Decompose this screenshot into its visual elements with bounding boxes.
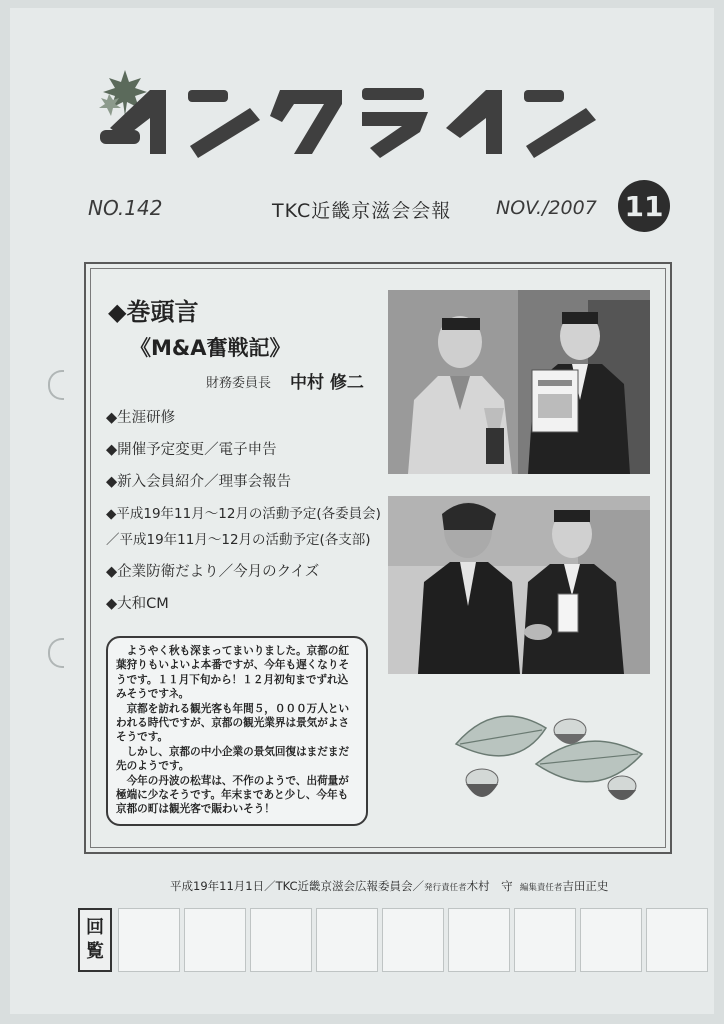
stamp-box <box>646 908 708 972</box>
author-role: 財務委員長 <box>206 376 272 391</box>
stamp-box <box>514 908 576 972</box>
toc-item: ◆新入会員紹介／理事会報告 <box>106 474 292 490</box>
publication-text: 平成19年11月1日／TKC近畿京滋会広報委員会／ <box>170 879 425 893</box>
publication-info <box>170 878 608 894</box>
month-badge: 11 <box>618 180 670 232</box>
masthead-logo <box>80 68 680 168</box>
stamp-box <box>448 908 510 972</box>
message-paragraph: 京都を訪れる観光客も年間５，０００万人といわれる時代ですが、京都の観光業界は景気がよさそうです。 <box>116 702 350 744</box>
circulation-label <box>78 908 112 972</box>
stamp-box <box>184 908 246 972</box>
toc-item: ◆開催予定変更／電子申告 <box>106 442 277 458</box>
publisher-name: 木村 守 <box>466 879 513 893</box>
stamp-box <box>316 908 378 972</box>
contents-frame <box>84 262 672 854</box>
punch-hole <box>48 638 64 668</box>
stamp-box <box>250 908 312 972</box>
autumn-leaves-illustration <box>446 704 646 818</box>
section-title: ◆巻頭言 <box>108 298 199 326</box>
issue-date: NOV./2007 <box>496 197 597 219</box>
stamp-box <box>118 908 180 972</box>
message-paragraph: ようやく秋も深まってまいりました。京都の紅葉狩りもいよいよ本番ですが、今年も遅くなりそうです。１１月下旬から！１２月初旬までずれ込みそうですネ。 <box>116 645 350 701</box>
circulation-label-bottom: 覧 <box>86 941 104 962</box>
author-name: 中村 修二 <box>290 373 364 393</box>
toc-item: ◆平成19年11月～12月の活動予定(各委員会) <box>106 506 381 522</box>
toc-item: ／平成19年11月～12月の活動予定(各支部) <box>106 532 371 548</box>
toc-item: ◆大和CM <box>106 596 169 612</box>
editor-name: 吉田正史 <box>562 879 609 893</box>
handshake-photo <box>388 496 650 674</box>
circulation-label-top: 回 <box>86 917 104 938</box>
message-paragraph: しかし、京都の中小企業の景気回復はまだまだ先のようです。 <box>116 745 350 773</box>
award-photo <box>388 290 650 474</box>
seasonal-message-box <box>106 636 368 826</box>
newsletter-name: TKC近畿京滋会会報 <box>272 200 452 222</box>
issue-number: NO.142 <box>88 196 163 220</box>
stamp-box <box>580 908 642 972</box>
punch-hole <box>48 370 64 400</box>
editor-role: 編集責任者 <box>519 883 563 893</box>
section-subtitle: 《M&A奮戦記》 <box>130 336 291 360</box>
toc-item: ◆企業防衛だより／今月のクイズ <box>106 564 320 580</box>
toc-item: ◆生涯研修 <box>106 410 176 426</box>
stamp-box <box>382 908 444 972</box>
publisher-role: 発行責任者 <box>424 883 467 893</box>
message-paragraph: 今年の丹波の松茸は、不作のようで、出荷量が極端に少なそうです。年末まであと少し、今年も京都の町は観光客で賑わいそう！ <box>116 774 349 816</box>
